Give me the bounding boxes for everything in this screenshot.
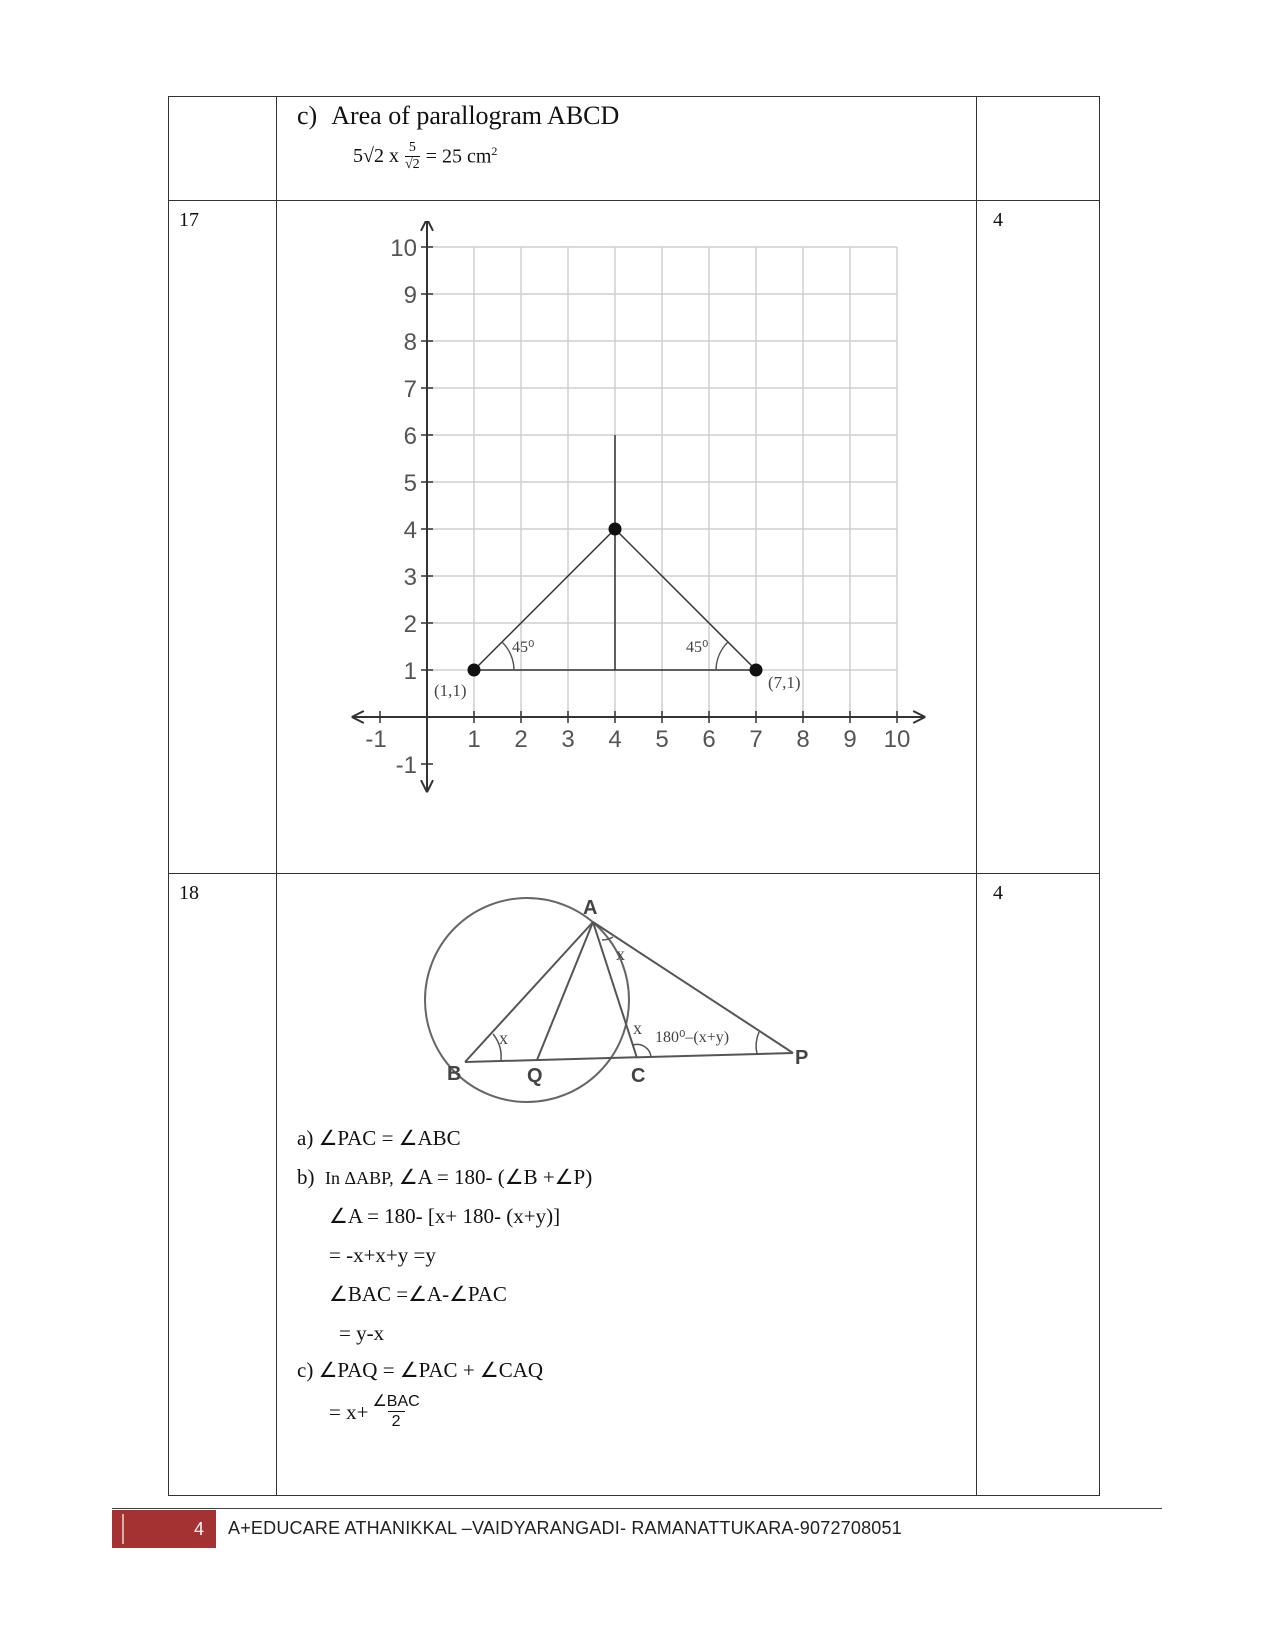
angle-label-left: 45⁰ [512, 639, 535, 656]
formula-fraction [405, 141, 420, 172]
answer-line-a: a) ∠PAC = ∠ABC [297, 1126, 461, 1150]
footer-text: A+EDUCARE ATHANIKKAL –VAIDYARANGADI- RAMANATTUKARA-9072708051 [228, 1518, 902, 1538]
fraction-numerator: 5 [408, 140, 416, 155]
answer-cell [277, 874, 977, 1496]
point-label-a: (1,1) [434, 681, 467, 700]
answer-line-b5: = y-x [339, 1321, 385, 1345]
angle-arc-right [716, 642, 728, 670]
answer-line-b2: ∠A = 180- [x+ 180- (x+y)] [329, 1204, 561, 1228]
line-ab [465, 922, 593, 1062]
point-label-b: (7,1) [768, 673, 801, 692]
answer-line-b1 [297, 1165, 592, 1190]
fraction-denominator: 2 [388, 1411, 405, 1431]
line-bp [465, 1053, 793, 1062]
angle-label-right: 45⁰ [686, 639, 709, 656]
part-label: c) [297, 101, 318, 130]
line-c2-prefix: = x+ [329, 1399, 369, 1424]
part-heading [297, 101, 976, 131]
label-p: P [795, 1047, 809, 1069]
line-ac [593, 922, 637, 1058]
answer-cell [277, 97, 977, 201]
page-number: 4 [193, 1518, 204, 1539]
x-tick-label: 5 [655, 726, 669, 753]
row-q18 [169, 874, 1100, 1496]
x-tick-label: -1 [365, 726, 387, 753]
y-tick-label: 9 [403, 282, 417, 309]
angle-label-x-b: x [499, 1028, 508, 1048]
label-c: C [631, 1065, 646, 1087]
y-tick-label: 4 [403, 517, 417, 544]
y-tick-label: 3 [403, 564, 417, 591]
x-tick-label: 6 [702, 726, 716, 753]
formula-superscript: 2 [491, 144, 498, 159]
data-point [750, 664, 763, 677]
x-tick-label: 7 [749, 726, 763, 753]
angle-label-x-a: x [616, 944, 625, 964]
line-b-prefix: In ΔABP, [325, 1168, 394, 1188]
angle-arc-p [756, 1032, 759, 1054]
formula-lhs: 5√2 x [353, 145, 399, 168]
row-q17 [169, 201, 1100, 874]
x-tick-label: 9 [843, 726, 857, 753]
line-b-label: b) [297, 1165, 315, 1189]
formula-rhs [426, 144, 498, 169]
row-q16c [169, 97, 1100, 201]
data-point [609, 523, 622, 536]
data-point [468, 664, 481, 677]
y-tick-label: 7 [403, 376, 417, 403]
y-tick-label: 10 [390, 235, 417, 262]
part-title: Area of parallogram ABCD [331, 101, 620, 130]
y-tick-label: 5 [403, 470, 417, 497]
answer-cell [277, 201, 977, 874]
question-number: 17 [169, 201, 277, 874]
angle-label-p: 180⁰–(x+y) [655, 1029, 730, 1046]
y-tick-label: 8 [403, 329, 417, 356]
area-formula [353, 141, 976, 172]
coordinate-graph [337, 221, 967, 821]
y-tick-label: -1 [395, 752, 417, 779]
formula-rhs-text: = 25 cm [425, 146, 492, 169]
line-aq [537, 922, 593, 1060]
fraction-numerator: ∠BAC [372, 1393, 420, 1410]
angle-label-x-c: x [633, 1018, 642, 1038]
footer-rule [112, 1508, 1162, 1509]
x-tick-label: 4 [608, 726, 622, 753]
marks-cell [977, 97, 1100, 201]
y-tick-label: 1 [403, 658, 417, 685]
axes [352, 221, 925, 792]
fraction-denominator: √2 [404, 156, 420, 172]
label-b: B [447, 1063, 462, 1085]
answer-table [168, 96, 1100, 1496]
bac-fraction [372, 1394, 419, 1431]
y-tick-label: 6 [403, 423, 417, 450]
circle-tangent-figure [397, 882, 857, 1112]
marks-value: 4 [977, 201, 1100, 874]
question-number-cell [169, 97, 277, 201]
answer-line-b3: = -x+x+y =y [329, 1243, 436, 1267]
triangle-figure [434, 435, 801, 700]
segment [474, 529, 615, 670]
x-tick-label: 1 [467, 726, 481, 753]
x-tick-label: 10 [883, 726, 911, 753]
y-tick-label: 2 [403, 611, 417, 638]
footer-page-box [112, 1510, 216, 1548]
question-number: 18 [169, 874, 277, 1496]
answer-line-c: c) ∠PAQ = ∠PAC + ∠CAQ [297, 1358, 544, 1382]
answer-line-c2 [329, 1394, 420, 1431]
line-b-rest: ∠A = 180- (∠B +∠P) [398, 1165, 593, 1189]
x-tick-label: 8 [796, 726, 810, 753]
marks-value: 4 [977, 874, 1100, 1496]
x-tick-label: 2 [514, 726, 528, 753]
answer-line-b4: ∠BAC =∠A-∠PAC [329, 1282, 507, 1306]
x-tick-label: 3 [561, 726, 575, 753]
label-a: A [583, 897, 598, 919]
label-q: Q [527, 1065, 543, 1087]
